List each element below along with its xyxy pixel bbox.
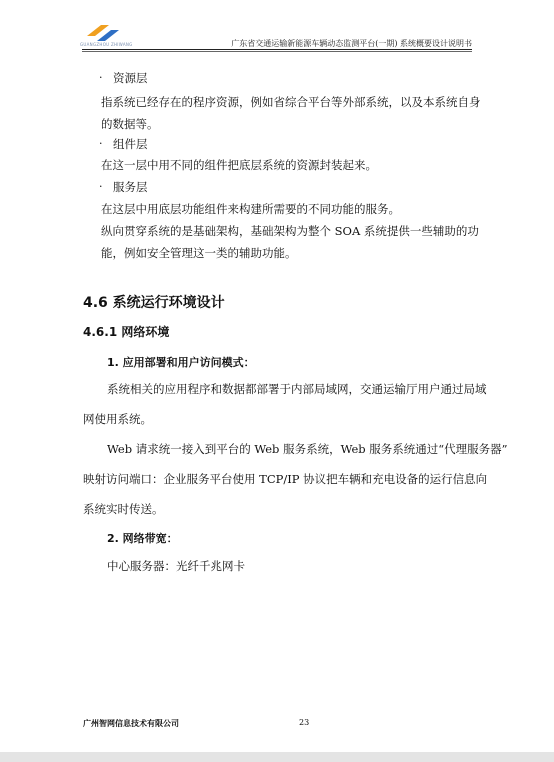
paragraph-line: Web 请求统一接入到平台的 Web 服务系统，Web 服务系统通过“代理服务器” (107, 442, 508, 456)
paragraph-line: 能，例如安全管理这一类的辅助功能。 (101, 246, 297, 260)
paragraph-line: 指系统已经存在的程序资源，例如省综合平台等外部系统，以及本系统自身 (101, 95, 481, 109)
paragraph-line: 在这一层中用不同的组件把底层系统的资源封装起来。 (101, 158, 377, 172)
page-number: 23 (299, 718, 310, 727)
paragraph-line: 纵向贯穿系统的是基础架构，基础架构为整个 SOA 系统提供一些辅助的功 (101, 224, 479, 238)
item-heading-deployment: 1. 应用部署和用户访问模式： (107, 356, 255, 369)
header-rule-thin (82, 51, 472, 52)
footer-company: 广州智网信息技术有限公司 (83, 718, 179, 728)
paragraph-line: 在这层中用底层功能组件来构建所需要的不同功能的服务。 (101, 202, 400, 216)
item-heading-bandwidth: 2. 网络带宽： (107, 532, 178, 545)
bullet-icon: · (99, 137, 103, 150)
paragraph-line: 系统相关的应用程序和数据都部署于内部局域网，交通运输厅用户通过局域 (107, 382, 487, 396)
bullet-component-layer: 组件层 (113, 137, 148, 151)
paragraph-line: 的数据等。 (101, 117, 159, 131)
paragraph-line: 系统实时传送。 (83, 502, 164, 516)
paragraph-line: 中心服务器：光纤千兆网卡 (107, 559, 245, 573)
section-heading-4-6: 4.6 系统运行环境设计 (83, 295, 225, 311)
bullet-resource-layer: 资源层 (113, 71, 148, 85)
bullet-icon: · (99, 180, 103, 193)
bullet-service-layer: 服务层 (113, 180, 148, 194)
paragraph-line: 网使用系统。 (83, 412, 152, 426)
page-gap-band (0, 752, 554, 762)
paragraph-line: 映射访问端口：企业服务平台使用 TCP/IP 协议把车辆和充电设备的运行信息向 (83, 472, 488, 486)
header-rule (82, 49, 472, 50)
logo-text: GUANGZHOU ZHIWANG (80, 42, 133, 47)
section-heading-4-6-1: 4.6.1 网络环境 (83, 325, 170, 339)
header-title: 广东省交通运输新能源车辆动态监测平台(一期) 系统概要设计说明书 (231, 39, 472, 48)
bullet-icon: · (99, 71, 103, 84)
